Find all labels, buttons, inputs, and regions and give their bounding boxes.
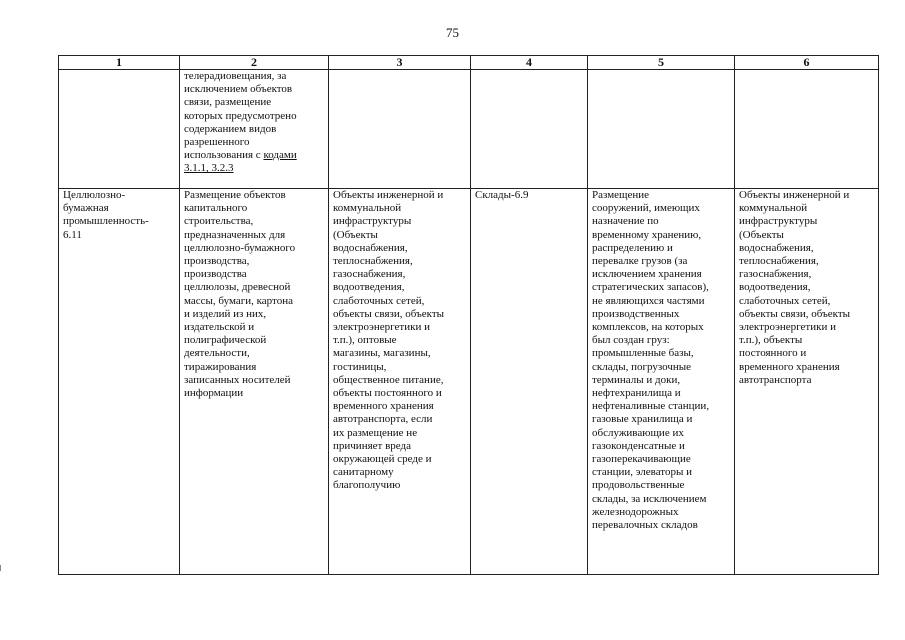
column-header: 2 bbox=[180, 56, 329, 70]
column-header: 5 bbox=[588, 56, 735, 70]
table-cell bbox=[735, 189, 879, 575]
table-cell bbox=[59, 70, 180, 189]
cell-text: телерадиовещания, за исключением объектов связи, размещение которых предусмотрено содержанием видов разрешенного использования с bbox=[184, 70, 297, 162]
column-header: 1 bbox=[59, 56, 180, 70]
cell-text: Размещение сооружений, имеющих назначение по временному хранению, распределению и перевалке грузов (за исключением хранения стратегических запасов), не являющихся частями производственных комплексов, на которых был создан груз: промышленные базы, склады, погрузочные терминалы и доки, нефтехранилища и нефтеналивные станции, газовые хранилища и обслуживающие их газоконденсатные и газоперекачивающие станции, элеваторы и продовольственные склады, за исключением железнодорожных перевалочных складов bbox=[592, 189, 710, 532]
column-header: 6 bbox=[735, 56, 879, 70]
codes-link[interactable]: кодами 3.1.1, 3.2.3 bbox=[184, 149, 297, 175]
land-use-table bbox=[58, 55, 879, 575]
table-cell bbox=[59, 189, 180, 575]
table-cell bbox=[588, 70, 735, 189]
cell-text: Объекты инженерной и коммунальной инфраструктуры (Объекты водоснабжения, теплоснабжения, газоснабжения, водоотведения, слаботочных сетей, объекты связи, объекты электроэнергетики и т.п.), объекты постоянного и временного хранения автотранспорта bbox=[739, 189, 851, 386]
table-cell bbox=[329, 70, 471, 189]
table-cell bbox=[180, 70, 329, 189]
table-row bbox=[59, 189, 879, 575]
table-cell bbox=[735, 70, 879, 189]
column-header: 3 bbox=[329, 56, 471, 70]
table-cell bbox=[329, 189, 471, 575]
table-header-row bbox=[59, 56, 879, 70]
margin-mark bbox=[0, 565, 4, 571]
cell-text: Склады-6.9 bbox=[475, 189, 529, 201]
page-number: 75 bbox=[446, 25, 459, 40]
table-row-continuation bbox=[59, 70, 879, 189]
table-cell bbox=[471, 189, 588, 575]
table-cell bbox=[180, 189, 329, 575]
cell-text: Размещение объектов капитального строительства, предназначенных для целлюлозно-бумажного производства, производства целлюлозы, древесной массы, бумаги, картона и изделий из них, издательской и полиграфической деятельности, тиражирования записанных носителей информации bbox=[184, 189, 296, 400]
table-cell bbox=[471, 70, 588, 189]
table-cell bbox=[588, 189, 735, 575]
column-header: 4 bbox=[471, 56, 588, 70]
cell-text: Объекты инженерной и коммунальной инфраструктуры (Объекты водоснабжения, теплоснабжения, газоснабжения, водоотведения, слаботочных сетей, объекты связи, объекты электроэнергетики и т.п.), оптовые магазины, магазины, гостиницы, общественное питание, объекты постоянного и временного хранения автотранспорта, если их размещение не причиняет вреда окружающей среде и санитарному благополучию bbox=[333, 189, 445, 492]
cell-text: Целлюлозно- бумажная промышленность- 6.11 bbox=[63, 189, 149, 241]
